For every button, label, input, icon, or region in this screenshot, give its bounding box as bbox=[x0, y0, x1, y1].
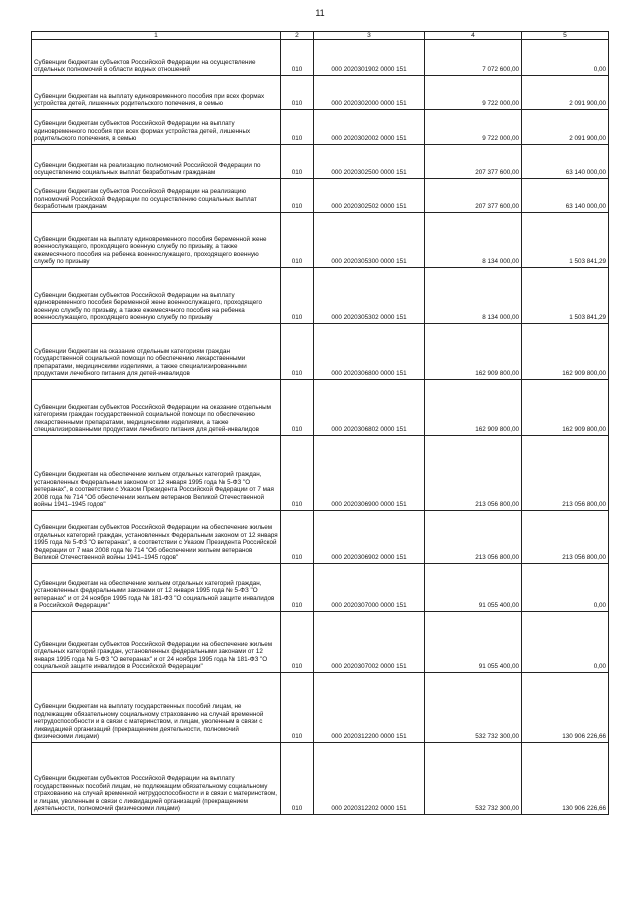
row-value4-cell: 91 055 400,00 bbox=[425, 564, 522, 612]
column-header: 5 bbox=[522, 32, 609, 40]
row-name-cell: Субвенции бюджетам субъектов Российской Федерации на выплату единовременного пособия беременной жене военнослужащего, проходящего военную службу по призыву, а также ежемесячного пособия на ребенка военнослужащего, проходящего военную службу по призыву bbox=[32, 268, 281, 324]
row-col2-cell: 010 bbox=[281, 110, 314, 145]
row-value4-cell: 8 134 000,00 bbox=[425, 213, 522, 268]
row-value4-cell: 532 732 300,00 bbox=[425, 743, 522, 815]
row-col2-cell: 010 bbox=[281, 268, 314, 324]
row-code-cell: 000 2020306802 0000 151 bbox=[314, 380, 425, 436]
table-row bbox=[32, 145, 609, 179]
row-col2-cell: 010 bbox=[281, 324, 314, 380]
row-code-cell: 000 2020302502 0000 151 bbox=[314, 179, 425, 213]
row-col2-cell: 010 bbox=[281, 436, 314, 511]
row-value4-cell: 207 377 600,00 bbox=[425, 179, 522, 213]
table-row bbox=[32, 40, 609, 76]
table-row bbox=[32, 268, 609, 324]
row-value5-cell: 2 091 900,00 bbox=[522, 110, 609, 145]
row-value5-cell: 213 056 800,00 bbox=[522, 511, 609, 564]
row-value5-cell: 1 503 841,29 bbox=[522, 268, 609, 324]
column-header: 3 bbox=[314, 32, 425, 40]
budget-table bbox=[31, 31, 609, 815]
row-value4-cell: 7 072 600,00 bbox=[425, 40, 522, 76]
row-value5-cell: 2 091 900,00 bbox=[522, 76, 609, 110]
row-name-cell: Субвенции бюджетам на обеспечение жильем отдельных категорий граждан, установленных федеральными законами от 12 января 1995 года № 5-ФЗ "О ветеранах" и от 24 ноября 1995 года № 181-ФЗ "О социальной защите инвалидов в Российской Федерации" bbox=[32, 564, 281, 612]
column-header: 1 bbox=[32, 32, 281, 40]
row-value5-cell: 63 140 000,00 bbox=[522, 179, 609, 213]
page-number: 11 bbox=[315, 8, 325, 18]
row-value5-cell: 130 906 226,66 bbox=[522, 743, 609, 815]
row-value5-cell: 0,00 bbox=[522, 40, 609, 76]
row-col2-cell: 010 bbox=[281, 145, 314, 179]
column-header: 2 bbox=[281, 32, 314, 40]
table-row bbox=[32, 743, 609, 815]
row-name-cell: Субвенции бюджетам на выплату государственных пособий лицам, не подлежащим обязательному социальному страхованию на случай временной нетрудоспособности и в связи с материнством, и лицам, уволенным в связи с ликвидацией организаций (прекращением деятельности, полномочий физическими лицами) bbox=[32, 673, 281, 743]
row-code-cell: 000 2020305302 0000 151 bbox=[314, 268, 425, 324]
row-value5-cell: 0,00 bbox=[522, 564, 609, 612]
row-name-cell: Субвенции бюджетам субъектов Российской Федерации на выплату единовременного пособия при всех формах устройства детей, лишенных родительского попечения, в семью bbox=[32, 110, 281, 145]
row-value4-cell: 207 377 600,00 bbox=[425, 145, 522, 179]
row-col2-cell: 010 bbox=[281, 743, 314, 815]
row-name-cell: Субвенции бюджетам субъектов Российской Федерации на обеспечение жильем отдельных категорий граждан, установленных федеральными законами от 12 января 1995 года № 5-ФЗ "О ветеранах" и от 24 ноября 1995 года № 181-ФЗ "О социальной защите инвалидов в Российской Федерации" bbox=[32, 612, 281, 673]
row-value4-cell: 213 056 800,00 bbox=[425, 436, 522, 511]
row-col2-cell: 010 bbox=[281, 612, 314, 673]
row-value4-cell: 91 055 400,00 bbox=[425, 612, 522, 673]
row-code-cell: 000 2020312200 0000 151 bbox=[314, 673, 425, 743]
table-header-row bbox=[32, 32, 609, 40]
table-row bbox=[32, 179, 609, 213]
row-name-cell: Субвенции бюджетам субъектов Российской Федерации на реализацию полномочий Российской Федерации по осуществлению социальных выплат безработным гражданам bbox=[32, 179, 281, 213]
row-code-cell: 000 2020306900 0000 151 bbox=[314, 436, 425, 511]
row-value4-cell: 162 909 800,00 bbox=[425, 380, 522, 436]
row-value5-cell: 162 909 800,00 bbox=[522, 324, 609, 380]
row-value4-cell: 8 134 000,00 bbox=[425, 268, 522, 324]
row-code-cell: 000 2020302500 0000 151 bbox=[314, 145, 425, 179]
row-name-cell: Субвенции бюджетам на выплату единовременного пособия при всех формах устройства детей, лишенных родительского попечения, в семью bbox=[32, 76, 281, 110]
row-value4-cell: 9 722 000,00 bbox=[425, 76, 522, 110]
row-name-cell: Субвенции бюджетам субъектов Российской Федерации на выплату государственных пособий лицам, не подлежащим обязательному социальному страхованию на случай временной нетрудоспособности и в связи с материнством, и лицам, уволенным в связи с ликвидацией организаций (прекращением деятельности, полномочий физическими лицами) bbox=[32, 743, 281, 815]
table-row bbox=[32, 213, 609, 268]
row-name-cell: Субвенции бюджетам на обеспечение жильем отдельных категорий граждан, установленных Федеральным законом от 12 января 1995 года № 5-ФЗ "О ветеранах", в соответствии с Указом Президента Российской Федерации от 7 мая 2008 года № 714 "Об обеспечении жильем ветеранов Великой Отечественной войны 1941–1945 годов" bbox=[32, 436, 281, 511]
row-name-cell: Субвенции бюджетам на оказание отдельным категориям граждан государственной социальной помощи по обеспечению лекарственными препаратами, медицинскими изделиями, а также специализированными продуктами лечебного питания для детей-инвалидов bbox=[32, 324, 281, 380]
row-code-cell: 000 2020307002 0000 151 bbox=[314, 612, 425, 673]
table-row bbox=[32, 380, 609, 436]
table-row bbox=[32, 110, 609, 145]
table-row bbox=[32, 673, 609, 743]
row-col2-cell: 010 bbox=[281, 564, 314, 612]
row-name-cell: Субвенции бюджетам на реализацию полномочий Российской Федерации по осуществлению социальных выплат безработным гражданам bbox=[32, 145, 281, 179]
row-code-cell: 000 2020312202 0000 151 bbox=[314, 743, 425, 815]
row-name-cell: Субвенции бюджетам субъектов Российской Федерации на осуществление отдельных полномочий в области водных отношений bbox=[32, 40, 281, 76]
row-value5-cell: 213 056 800,00 bbox=[522, 436, 609, 511]
row-col2-cell: 010 bbox=[281, 511, 314, 564]
row-code-cell: 000 2020306902 0000 151 bbox=[314, 511, 425, 564]
row-name-cell: Субвенции бюджетам субъектов Российской Федерации на оказание отдельным категориям граждан государственной социальной помощи по обеспечению лекарственными препаратами, медицинскими изделиями, а также специализированными продуктами лечебного питания для детей-инвалидов bbox=[32, 380, 281, 436]
row-col2-cell: 010 bbox=[281, 40, 314, 76]
row-value4-cell: 532 732 300,00 bbox=[425, 673, 522, 743]
row-col2-cell: 010 bbox=[281, 380, 314, 436]
row-code-cell: 000 2020305300 0000 151 bbox=[314, 213, 425, 268]
row-col2-cell: 010 bbox=[281, 213, 314, 268]
table-row bbox=[32, 564, 609, 612]
table-row bbox=[32, 612, 609, 673]
row-value4-cell: 162 909 800,00 bbox=[425, 324, 522, 380]
row-value5-cell: 130 906 226,66 bbox=[522, 673, 609, 743]
row-code-cell: 000 2020302000 0000 151 bbox=[314, 76, 425, 110]
table-row bbox=[32, 76, 609, 110]
table-row bbox=[32, 511, 609, 564]
row-code-cell: 000 2020301902 0000 151 bbox=[314, 40, 425, 76]
table-row bbox=[32, 436, 609, 511]
row-code-cell: 000 2020307000 0000 151 bbox=[314, 564, 425, 612]
row-value5-cell: 1 503 841,29 bbox=[522, 213, 609, 268]
column-header: 4 bbox=[425, 32, 522, 40]
row-value5-cell: 162 909 800,00 bbox=[522, 380, 609, 436]
row-value4-cell: 213 056 800,00 bbox=[425, 511, 522, 564]
row-value4-cell: 9 722 000,00 bbox=[425, 110, 522, 145]
row-col2-cell: 010 bbox=[281, 673, 314, 743]
row-code-cell: 000 2020306800 0000 151 bbox=[314, 324, 425, 380]
row-code-cell: 000 2020302002 0000 151 bbox=[314, 110, 425, 145]
row-name-cell: Субвенции бюджетам на выплату единовременного пособия беременной жене военнослужащего, проходящего военную службу по призыву, а также ежемесячного пособия на ребенка военнослужащего, проходящего военную службу по призыву bbox=[32, 213, 281, 268]
table-row bbox=[32, 324, 609, 380]
row-value5-cell: 0,00 bbox=[522, 612, 609, 673]
row-col2-cell: 010 bbox=[281, 76, 314, 110]
row-col2-cell: 010 bbox=[281, 179, 314, 213]
row-value5-cell: 63 140 000,00 bbox=[522, 145, 609, 179]
row-name-cell: Субвенции бюджетам субъектов Российской Федерации на обеспечение жильем отдельных категорий граждан, установленных Федеральным законом от 12 января 1995 года № 5-ФЗ "О ветеранах", в соответствии с Указом Президента Российской Федерации от 7 мая 2008 года № 714 "Об обеспечении жильем ветеранов Великой Отечественной войны 1941–1945 годов" bbox=[32, 511, 281, 564]
